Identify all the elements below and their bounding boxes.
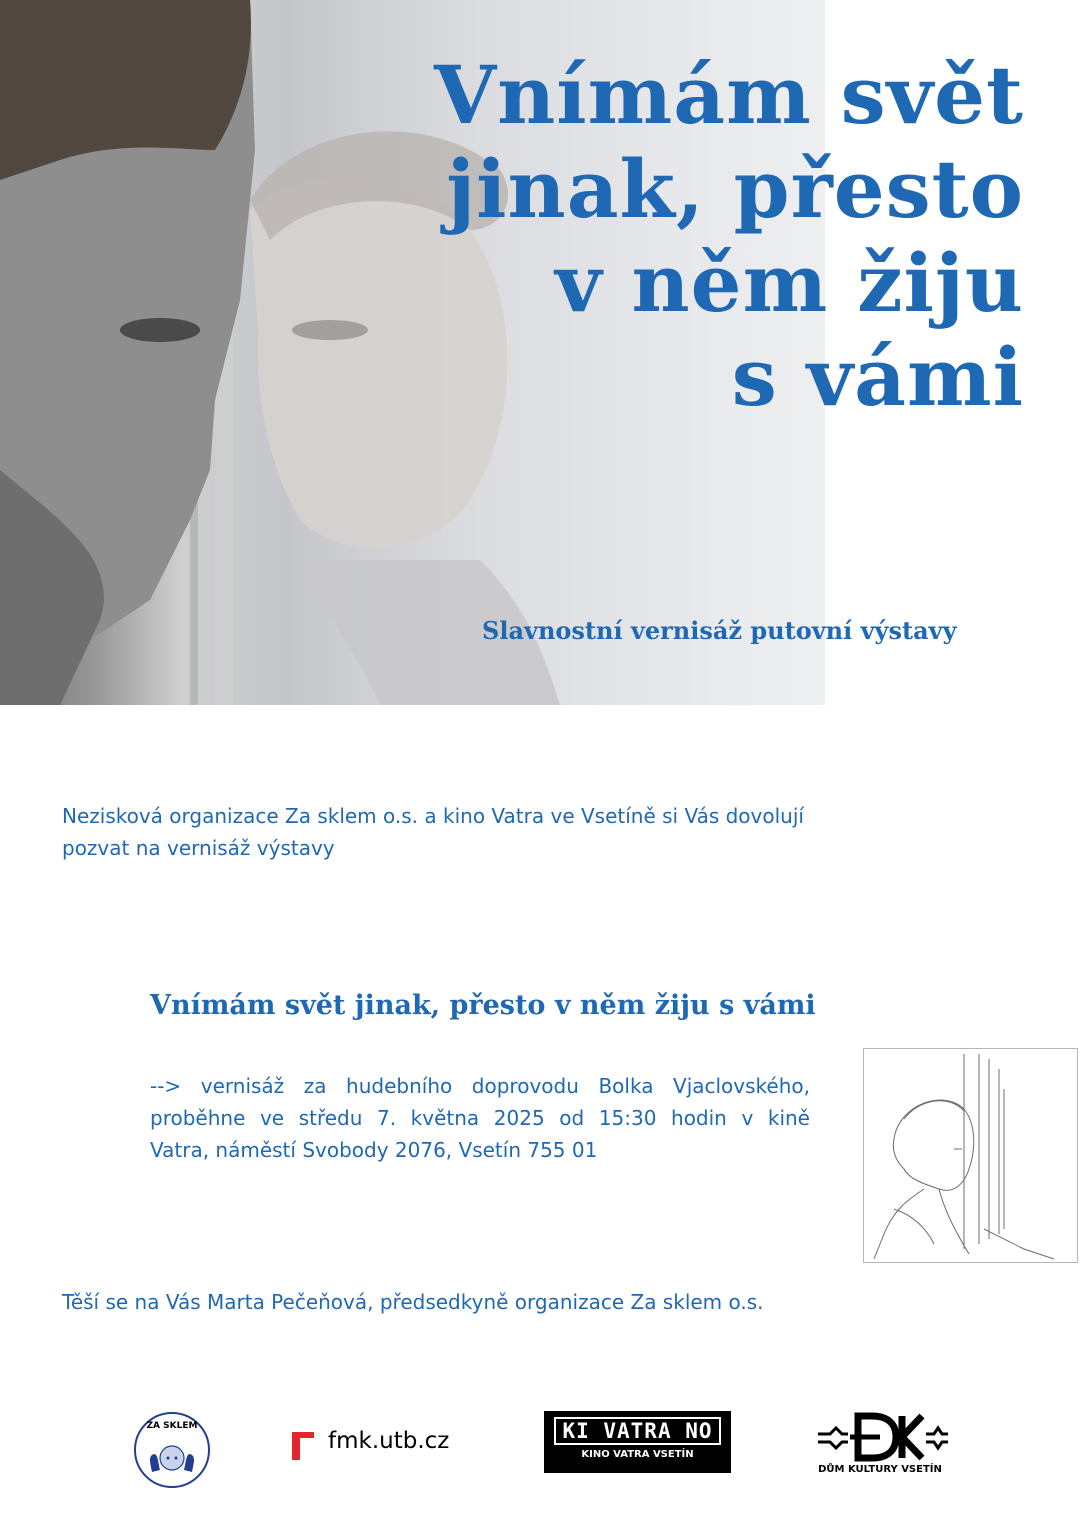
- event-title: Vnímám svět jinak, přesto v něm žiju s vámi: [150, 990, 816, 1021]
- dk-logo-subtitle: DŮM KULTURY VSETÍN: [818, 1464, 942, 1475]
- invitation-text: [62, 800, 892, 864]
- poster-headline: [384, 48, 1024, 424]
- za-sklem-logo-text: ZA SKLEM: [146, 1421, 198, 1431]
- partner-logos: [0, 1400, 1080, 1500]
- poster-subtitle: Slavnostní vernisáž putovní výstavy: [482, 616, 957, 645]
- child-sketch-drawing: [863, 1048, 1078, 1263]
- kino-vatra-logo-subtitle: KINO VATRA VSETÍN: [581, 1449, 694, 1460]
- event-detail-line: Vatra, náměstí Svobody 2076, Vsetín 755 01: [150, 1138, 598, 1162]
- invitation-line: pozvat na vernisáž výstavy: [62, 836, 335, 860]
- fmk-book-icon: [292, 1432, 314, 1460]
- event-detail-line: --> vernisáž za hudebního doprovodu Bolka Vjaclovského,: [150, 1074, 810, 1098]
- event-details: [150, 1070, 810, 1166]
- za-sklem-logo: [134, 1412, 210, 1488]
- fmk-logo-text: fmk.utb.cz: [328, 1428, 450, 1454]
- event-detail-line: proběhne ve středu 7. května 2025 od 15:30 hodin v kině: [150, 1106, 810, 1130]
- child-hands-icon: [136, 1414, 208, 1486]
- kino-vatra-logo: [544, 1411, 731, 1473]
- invitation-line: Nezisková organizace Za sklem o.s. a kino Vatra ve Vsetíně si Vás dovolují: [62, 804, 804, 828]
- headline-line: Vnímám svět: [434, 48, 1024, 142]
- kino-vatra-logo-text: KI VATRA NO: [554, 1417, 721, 1445]
- headline-line: s vámi: [731, 330, 1024, 424]
- dk-monogram-icon: [810, 1412, 950, 1462]
- headline-line: v něm žiju: [555, 236, 1024, 330]
- dum-kultury-logo: [810, 1412, 950, 1482]
- headline-line: jinak, přesto: [446, 142, 1024, 236]
- closing-signature: Těší se na Vás Marta Pečeňová, předsedkyně organizace Za sklem o.s.: [62, 1290, 764, 1314]
